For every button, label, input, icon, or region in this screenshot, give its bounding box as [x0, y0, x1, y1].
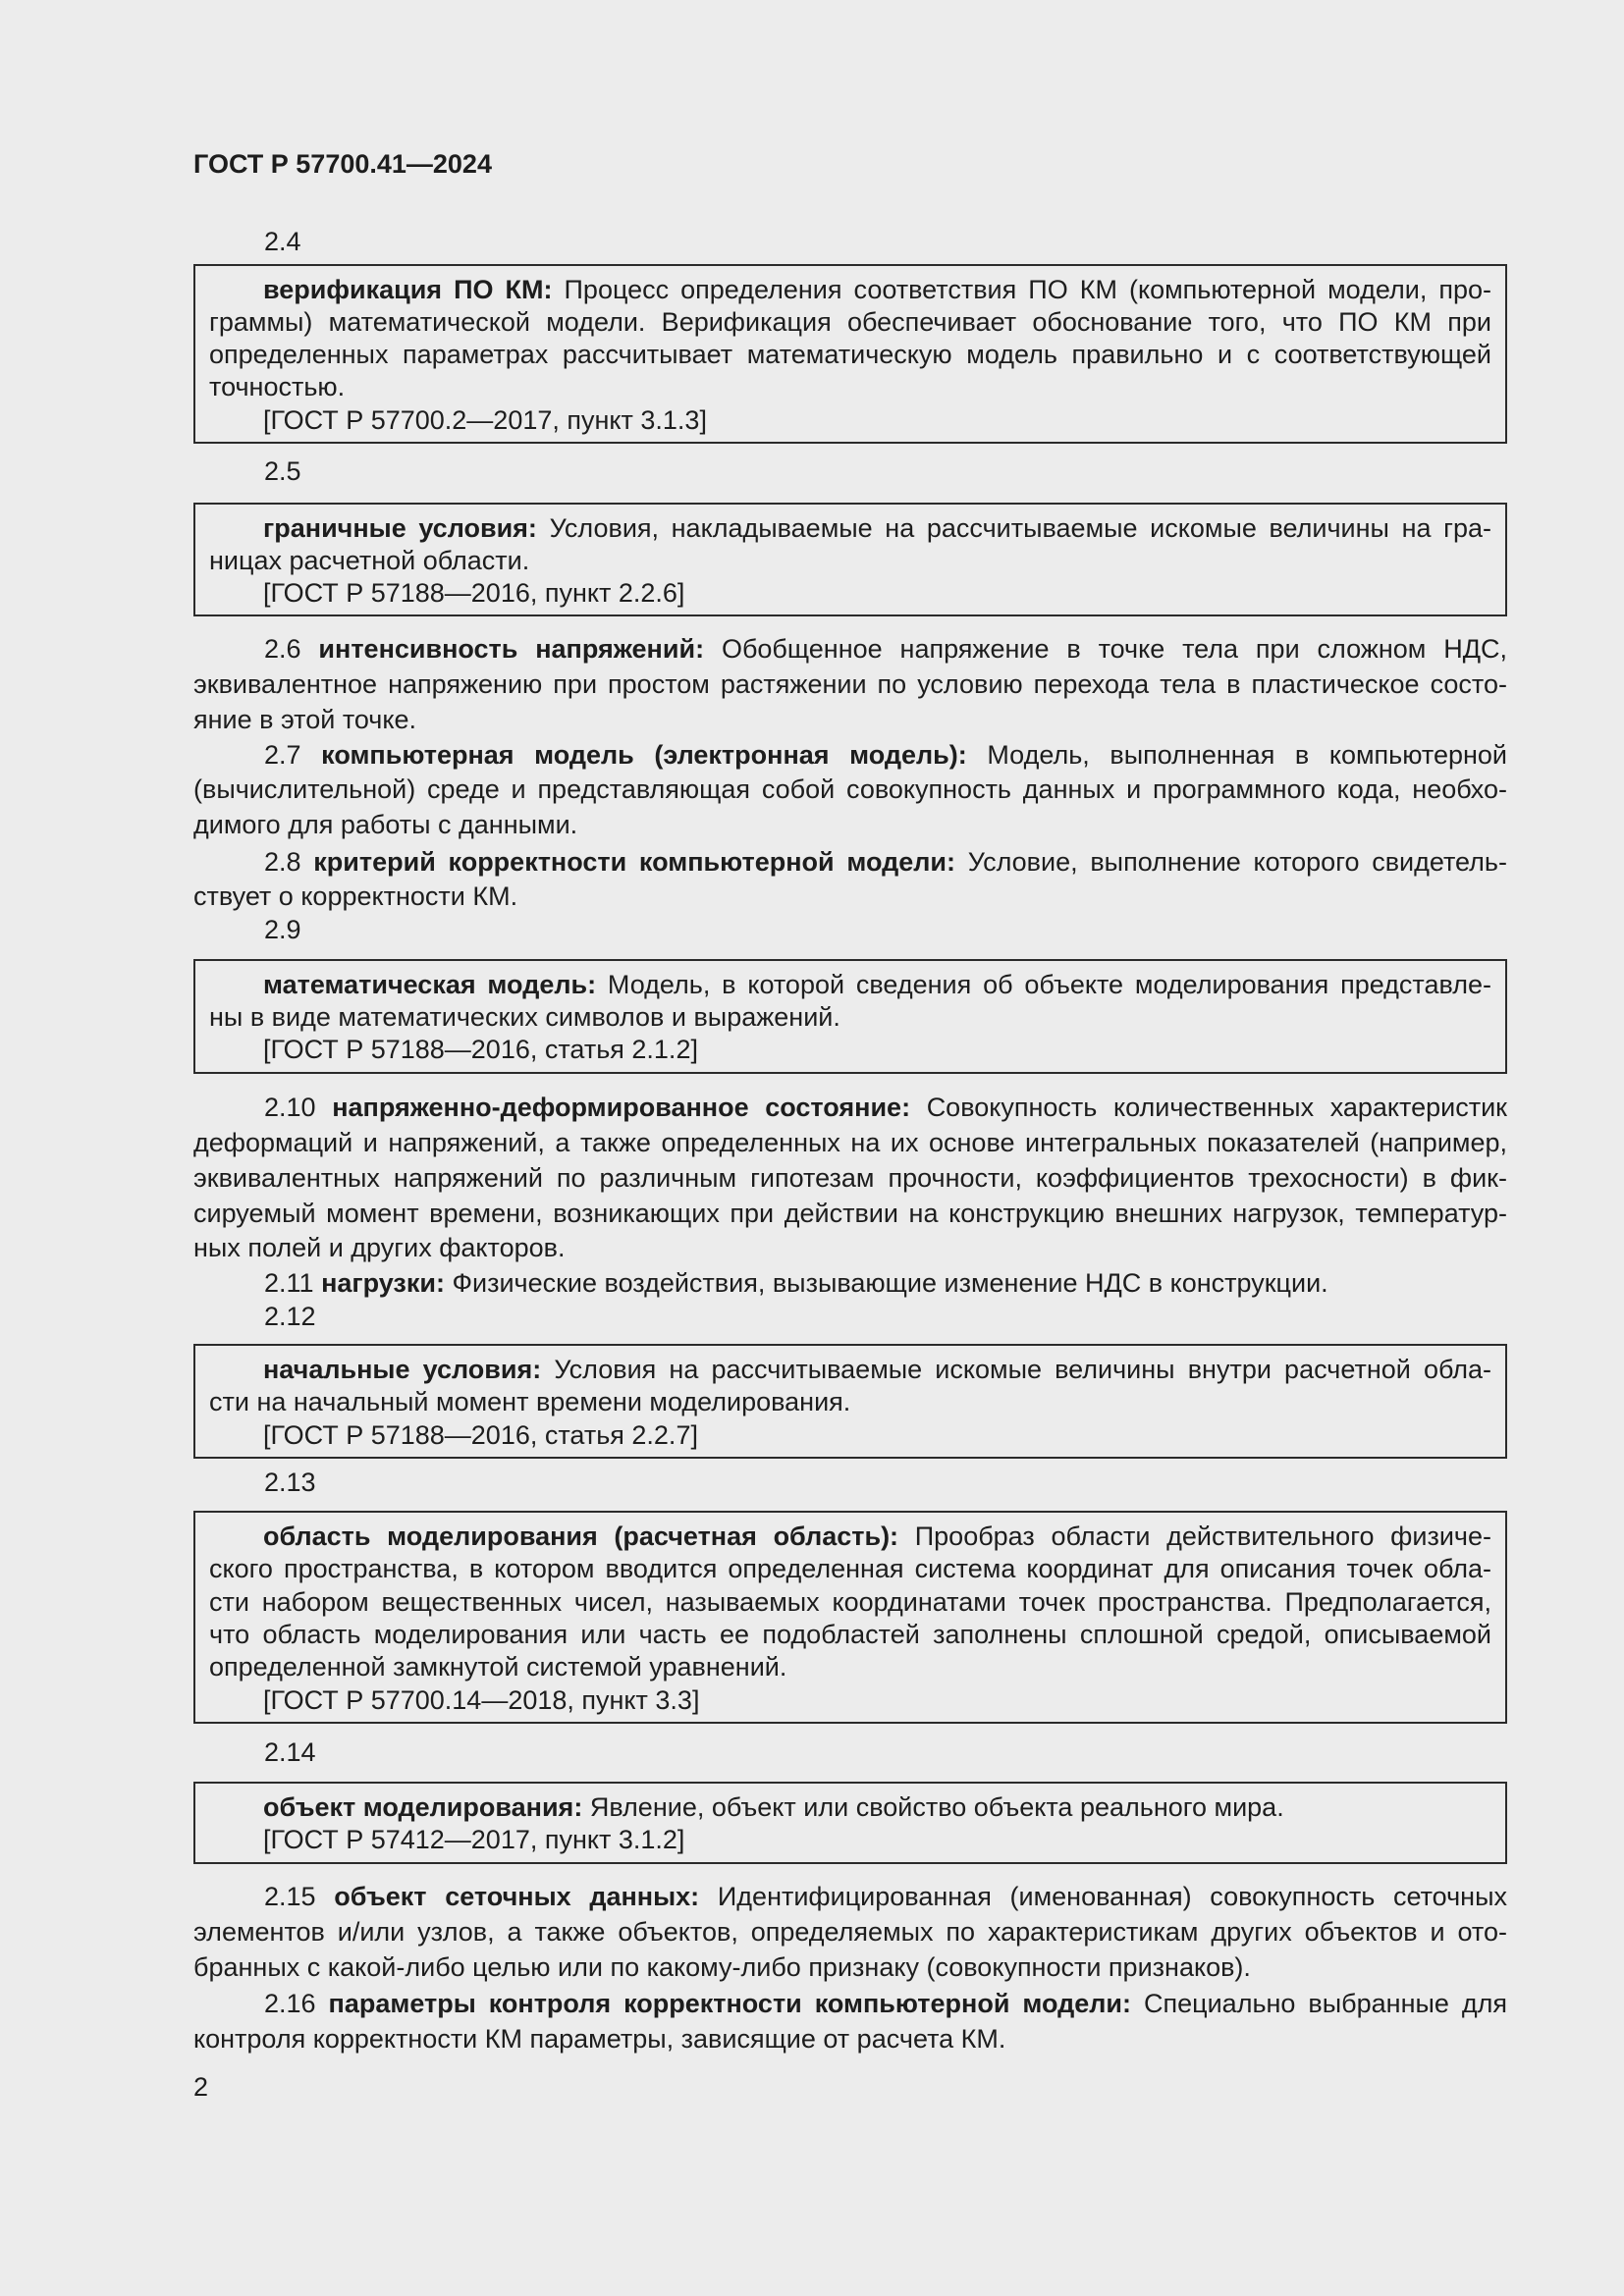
definition-line: (вычислительной) среде и представляющая собой совокупность данных и программного кода, необхо- — [193, 774, 1507, 805]
definition-first-line — [193, 738, 1507, 774]
term-name: нагрузки: — [321, 1268, 445, 1299]
term-name: объект сеточных данных: — [334, 1882, 700, 1912]
term-entry — [193, 1091, 1507, 1266]
definition-text: Прообраз области действительного физиче- — [914, 1522, 1491, 1552]
term-name: критерий корректности компьютерной модели: — [313, 846, 956, 877]
term-name: интенсивность напряжений: — [318, 634, 705, 665]
definition-line: точностью. — [209, 372, 346, 402]
definition-line: эквивалентных напряжений по различным гипотезам прочности, коэффициентов трехосности) в фик- — [193, 1162, 1507, 1193]
definition-line: яние в этой точке. — [193, 704, 417, 734]
definition-line: граммы) математической модели. Верификация обеспечивает обоснование того, что ПО КМ при — [209, 306, 1491, 337]
source-reference: [ГОСТ Р 57700.2—2017, пункт 3.1.3] — [263, 404, 707, 435]
definition-line: ствует о корректности КМ. — [193, 881, 518, 912]
source-reference: [ГОСТ Р 57412—2017, пункт 3.1.2] — [263, 1825, 685, 1855]
term-name: объект моделирования: — [263, 1792, 583, 1823]
definition-text: Условие, выполнение которого свидетель- — [967, 846, 1507, 877]
definition-line: сируемый момент времени, возникающих при действии на конструкцию внешних нагрузок, температур- — [193, 1198, 1507, 1228]
definition-box — [193, 264, 1507, 444]
definition-line: бранных с какой-либо целью или по какому-либо признаку (совокупности признаков). — [193, 1951, 1251, 1982]
definition-text: Модель, в которой сведения об объекте моделирования представле- — [607, 969, 1491, 999]
source-reference: [ГОСТ Р 57188—2016, статья 2.1.2] — [263, 1035, 698, 1065]
definition-line: деформаций и напряжений, а также определенных на их основе интегральных показателей (например, — [193, 1127, 1507, 1157]
term-name: математическая модель: — [263, 969, 597, 999]
source-reference: [ГОСТ Р 57188—2016, пункт 2.2.6] — [263, 578, 685, 609]
definition-line: определенной замкнутой системой уравнений. — [209, 1652, 787, 1682]
page-number: 2 — [193, 2071, 209, 2102]
definition-text: Совокупность количественных характеристик — [926, 1093, 1507, 1123]
term-entry — [193, 632, 1507, 737]
source-reference: [ГОСТ Р 57188—2016, статья 2.2.7] — [263, 1419, 698, 1450]
term-name: граничные условия: — [263, 512, 537, 543]
definition-first-line — [209, 1791, 1491, 1824]
term-name: параметры контроля корректности компьютерной модели: — [328, 1989, 1132, 2018]
definition-text: Условия, накладываемые на рассчитываемые искомые величины на гра- — [549, 512, 1491, 543]
definition-first-line — [193, 632, 1507, 667]
term-number: 2.4 — [264, 227, 301, 256]
definition-first-line — [193, 1880, 1507, 1915]
definition-line: ны в виде математических символов и выражений. — [209, 1002, 840, 1033]
definition-first-line — [209, 512, 1491, 545]
term-number: 2.16 — [264, 1989, 316, 2018]
term-number: 2.6 — [264, 634, 301, 665]
term-number: 2.12 — [264, 1302, 316, 1331]
term-number: 2.10 — [264, 1093, 316, 1123]
term-number: 2.15 — [264, 1882, 316, 1912]
definition-text: Обобщенное напряжение в точке тела при сложном НДС, — [721, 634, 1507, 665]
term-name: компьютерная модель (электронная модель): — [321, 739, 967, 770]
term-number: 2.8 — [264, 846, 301, 877]
term-name: напряженно-деформированное состояние: — [332, 1093, 911, 1123]
definition-box — [193, 503, 1507, 617]
term-entry — [193, 1266, 1507, 1302]
definition-first-line — [209, 969, 1491, 1001]
term-entry — [193, 845, 1507, 916]
definition-box — [193, 959, 1507, 1074]
definition-first-line — [193, 1091, 1507, 1126]
definition-line: эквивалентное напряжению при простом растяжении по условию перехода тела в пластическое состо- — [193, 669, 1507, 700]
definition-first-line — [193, 1266, 1507, 1302]
definition-box — [193, 1782, 1507, 1864]
term-number: 2.7 — [264, 739, 301, 770]
definition-line: сти набором вещественных чисел, называемых координатами точек пространства. Предполагается, — [209, 1586, 1491, 1617]
term-number: 2.14 — [264, 1737, 316, 1768]
definition-first-line — [209, 274, 1491, 306]
definition-text: Условия на рассчитываемые искомые величины внутри расчетной обла- — [554, 1355, 1491, 1385]
definition-first-line — [193, 845, 1507, 881]
document-code: ГОСТ Р 57700.41—2024 — [193, 149, 492, 179]
definition-first-line — [193, 1987, 1507, 2022]
term-number: 2.13 — [264, 1467, 316, 1497]
definition-line: что область моделирования или часть ее подобластей заполнены сплошной средой, описываемой — [209, 1620, 1491, 1650]
definition-text: Модель, выполненная в компьютерной — [987, 739, 1507, 770]
definition-line: контроля корректности КМ параметры, зависящие от расчета КМ. — [193, 2023, 1006, 2054]
term-entry — [193, 1880, 1507, 1985]
definition-line: ницах расчетной области. — [209, 545, 530, 575]
definition-line: ных полей и других факторов. — [193, 1233, 566, 1263]
definition-line: элементов и/или узлов, а также объектов, определяемых по характеристикам других объектов и ото- — [193, 1916, 1507, 1947]
definition-box — [193, 1511, 1507, 1724]
term-name: область моделирования (расчетная область): — [263, 1522, 899, 1552]
term-number: 2.9 — [264, 915, 301, 945]
definition-text: Специально выбранные для — [1144, 1989, 1507, 2018]
term-number: 2.11 — [264, 1268, 314, 1299]
term-name: верификация ПО КМ: — [263, 274, 553, 304]
definition-text: Идентифицированная (именованная) совокупность сеточных — [717, 1882, 1507, 1912]
source-reference: [ГОСТ Р 57700.14—2018, пункт 3.3] — [263, 1684, 700, 1715]
term-entry — [193, 738, 1507, 843]
term-number: 2.5 — [264, 456, 301, 487]
definition-box — [193, 1344, 1507, 1459]
definition-text: Явление, объект или свойство объекта реального мира. — [589, 1792, 1284, 1823]
definition-line: димого для работы с данными. — [193, 810, 578, 840]
term-name: начальные условия: — [263, 1355, 542, 1385]
definition-line: сти на начальный момент времени моделирования. — [209, 1387, 851, 1417]
definition-first-line — [209, 1354, 1491, 1386]
definition-text: Процесс определения соответствия ПО КМ (компьютерной модели, про- — [564, 274, 1491, 304]
definition-text: Физические воздействия, вызывающие изменение НДС в конструкции. — [452, 1268, 1328, 1299]
term-entry — [193, 1987, 1507, 2057]
definition-first-line — [209, 1521, 1491, 1553]
definition-line: определенных параметрах рассчитывает математическую модель правильно и с соответствующей — [209, 340, 1491, 370]
definition-line: ского пространства, в котором вводится определенная система координат для описания точек обла- — [209, 1554, 1491, 1584]
